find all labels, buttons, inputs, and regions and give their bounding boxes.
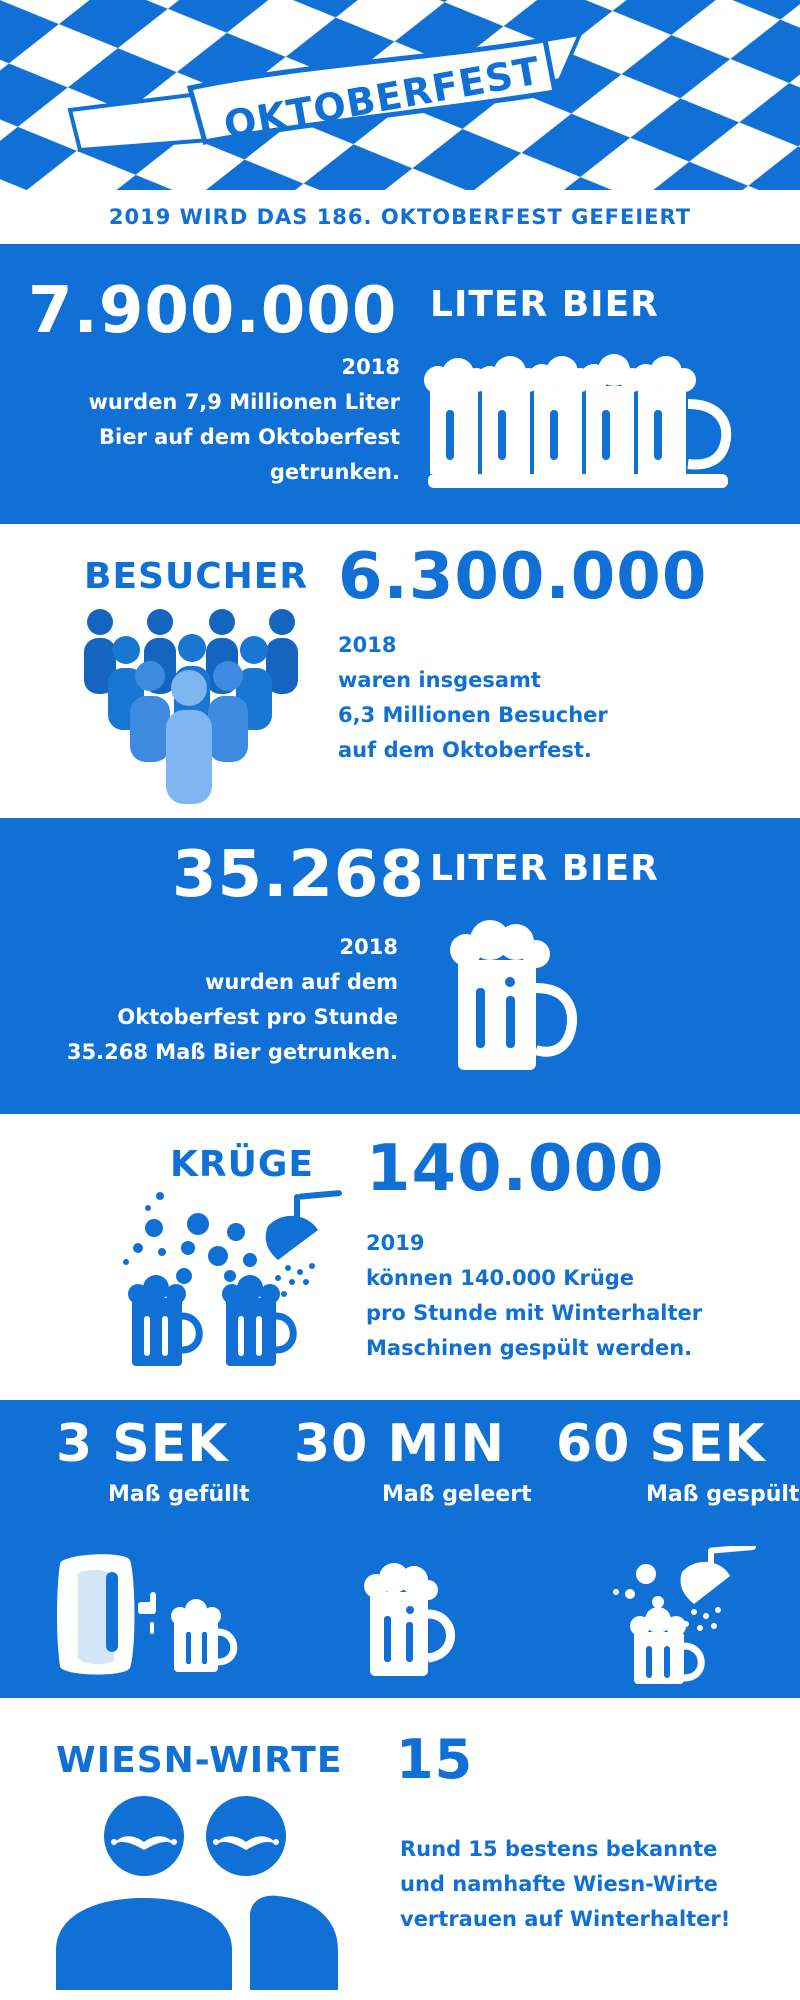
timing-fill-value: 3 SEK [56, 1414, 229, 1474]
mugs-label: KRÜGE [170, 1144, 314, 1185]
barrel-tap-icon [54, 1550, 244, 1680]
shower-mug-icon [610, 1546, 760, 1686]
per-hour-unit: LITER BIER [430, 848, 659, 889]
visitors-text: 2018 waren insgesamt 6,3 Millionen Besucher auf dem Oktoberfest. [338, 633, 608, 762]
beer-mug-icon-small [364, 1562, 474, 1682]
header-pattern [0, 0, 800, 190]
timing-wash-label: Maß gespült [646, 1482, 800, 1507]
hosts-text: Rund 15 bestens bekannte und namhafte Wiesn-Wirte vertrauen auf Winterhalter! [400, 1837, 731, 1931]
page-title: OKTOBERFEST [220, 48, 544, 148]
per-hour-section [0, 818, 800, 1114]
beer-mug-icon [448, 918, 598, 1078]
visitors-value: 6.300.000 [338, 540, 708, 614]
timings-section [0, 1400, 800, 1698]
hosts-value: 15 [396, 1728, 474, 1791]
visitors-label: BESUCHER [84, 556, 309, 597]
mugs-value: 140.000 [366, 1132, 665, 1206]
mug-washing-icon [118, 1190, 348, 1370]
per-hour-text: 2018 wurden auf dem Oktoberfest pro Stunde 35.268 Maß Bier getrunken. [66, 935, 398, 1064]
timing-empty-label: Maß geleert [382, 1482, 532, 1507]
timing-fill-label: Maß gefüllt [108, 1482, 250, 1507]
beer-liters-text: 2018 wurden 7,9 Millionen Liter Bier auf dem Oktoberfest getrunken. [88, 355, 400, 484]
beer-liters-value: 7.900.000 [28, 274, 398, 348]
page-subtitle: 2019 WIRD DAS 186. OKTOBERFEST GEFEIERT [108, 205, 692, 229]
per-hour-value: 35.268 [172, 838, 425, 912]
hosts-label: WIESN-WIRTE [56, 1740, 343, 1781]
timing-empty-value: 30 MIN [294, 1414, 506, 1474]
mustache-people-icon [54, 1790, 354, 1990]
timing-wash-value: 60 SEK [556, 1414, 766, 1474]
mugs-text: 2019 können 140.000 Krüge pro Stunde mit Winterhalter Maschinen gespült werden. [366, 1231, 703, 1360]
crowd-icon [78, 608, 308, 808]
beer-liters-unit: LITER BIER [430, 284, 659, 325]
beer-mugs-row-icon [420, 344, 760, 504]
beer-liters-section [0, 244, 800, 524]
